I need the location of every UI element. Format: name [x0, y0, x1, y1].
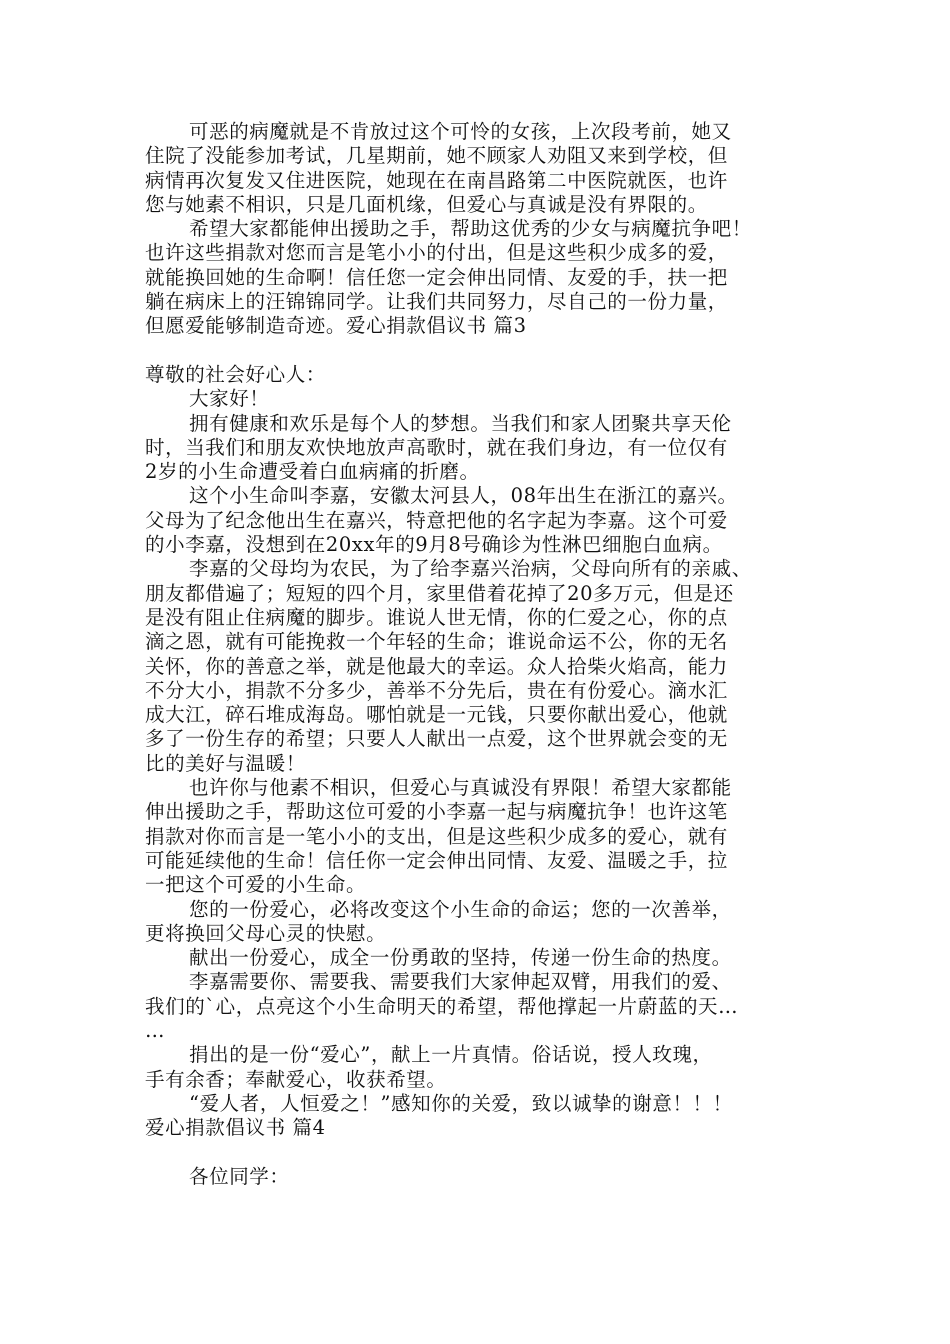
- text-line: 的小李嘉，没想到在20xx年的9月8号确诊为性淋巴细胞白血病。: [145, 533, 723, 557]
- text-line: 躺在病床上的汪锦锦同学。让我们共同努力，尽自己的一份力量，: [145, 290, 728, 314]
- text-line: 各位同学：: [189, 1164, 290, 1188]
- text-line: 也许你与他素不相识，但爱心与真诚没有界限！希望大家都能: [189, 776, 732, 800]
- text-line: 捐款对你而言是一笔小小的支出，但是这些积少成多的爱心，就有: [145, 824, 728, 848]
- text-line: 这个小生命叫李嘉，安徽太河县人，08年出生在浙江的嘉兴。: [189, 484, 738, 508]
- text-line: 大家好！: [189, 387, 270, 411]
- text-line: 不分大小，捐款不分多少，善举不分先后，贵在有份爱心。滴水汇: [145, 678, 728, 702]
- text-line: 也许这些捐款对您而言是笔小小的付出，但是这些积少成多的爱，: [145, 241, 728, 265]
- blank-line: [145, 339, 810, 363]
- text-line: 父母为了纪念他出生在嘉兴，特意把他的名字起为李嘉。这个可爱: [145, 508, 728, 532]
- text-line: 捐出的是一份“爱心”，献上一片真情。俗话说，授人玫瑰，: [189, 1043, 713, 1067]
- text-line: 是没有阻止住病魔的脚步。谁说人世无情，你的仁爱之心，你的点: [145, 605, 728, 629]
- document-body: [145, 120, 810, 1189]
- text-line: 手有余香；奉献爱心，收获希望。: [145, 1067, 447, 1091]
- text-line: 一把这个可爱的小生命。: [145, 873, 367, 897]
- text-line: 时，当我们和朋友欢快地放声高歌时，就在我们身边，有一位仅有: [145, 435, 728, 459]
- text-line: …: [145, 1018, 166, 1042]
- text-line: “爱人者，人恒爱之！”感知你的关爱，致以诚挚的谢意！！！: [189, 1091, 733, 1115]
- text-line: 尊敬的社会好心人：: [145, 362, 326, 386]
- text-line: 住院了没能参加考试，几星期前，她不顾家人劝阻又来到学校，但: [145, 144, 728, 168]
- text-line: 更将换回父母心灵的快慰。: [145, 921, 387, 945]
- text-line: 您与她素不相识，只是几面机缘，但爱心与真诚是没有界限的。: [145, 192, 708, 216]
- text-line: 2岁的小生命遭受着白血病痛的折磨。: [145, 460, 480, 484]
- text-line: 关怀，你的善意之举，就是他最大的幸运。众人拾柴火焰高，能力: [145, 654, 728, 678]
- text-line: 就能换回她的生命啊！信任您一定会伸出同情、友爱的手，扶一把: [145, 265, 728, 289]
- text-line: 病情再次复发又住进医院，她现在在南昌路第二中医院就医，也许: [145, 168, 728, 192]
- blank-line: [145, 1140, 810, 1164]
- text-line: 献出一份爱心，成全一份勇敢的坚持，传递一份生命的热度。: [189, 946, 732, 970]
- text-line: 李嘉需要你、需要我、需要我们大家伸起双臂，用我们的爱、: [189, 970, 732, 994]
- text-line: 滴之恩，就有可能挽救一个年轻的生命；谁说命运不公，你的无名: [145, 630, 728, 654]
- text-line: 李嘉的父母均为农民，为了给李嘉兴治病，父母向所有的亲戚、: [189, 557, 752, 581]
- text-line: 成大江，碎石堆成海岛。哪怕就是一元钱，只要你献出爱心，他就: [145, 703, 728, 727]
- text-line: 可能延续他的生命！信任你一定会伸出同情、友爱、温暖之手，拉: [145, 848, 728, 872]
- text-line: 伸出援助之手，帮助这位可爱的小李嘉一起与病魔抗争！也许这笔: [145, 800, 728, 824]
- text-line: 希望大家都能伸出援助之手，帮助这优秀的少女与病魔抗争吧！: [189, 217, 752, 241]
- text-line: 朋友都借遍了；短短的四个月，家里借着花掉了20多万元，但是还: [145, 581, 734, 605]
- text-line: 可恶的病魔就是不肯放过这个可怜的女孩，上次段考前，她又: [189, 120, 732, 143]
- text-line: 但愿爱能够制造奇迹。爱心捐款倡议书 篇3: [145, 314, 527, 338]
- text-line: 我们的`心，点亮这个小生命明天的希望，帮他撑起一片蔚蓝的天…: [145, 994, 739, 1018]
- text-line: 您的一份爱心，必将改变这个小生命的命运；您的一次善举，: [189, 897, 732, 921]
- text-line: 多了一份生存的希望；只要人人献出一点爱，这个世界就会变的无: [145, 727, 728, 751]
- text-line: 拥有健康和欢乐是每个人的梦想。当我们和家人团聚共享天伦: [189, 411, 732, 435]
- text-line: 爱心捐款倡议书 篇4: [145, 1116, 326, 1140]
- text-line: 比的美好与温暖！: [145, 751, 306, 775]
